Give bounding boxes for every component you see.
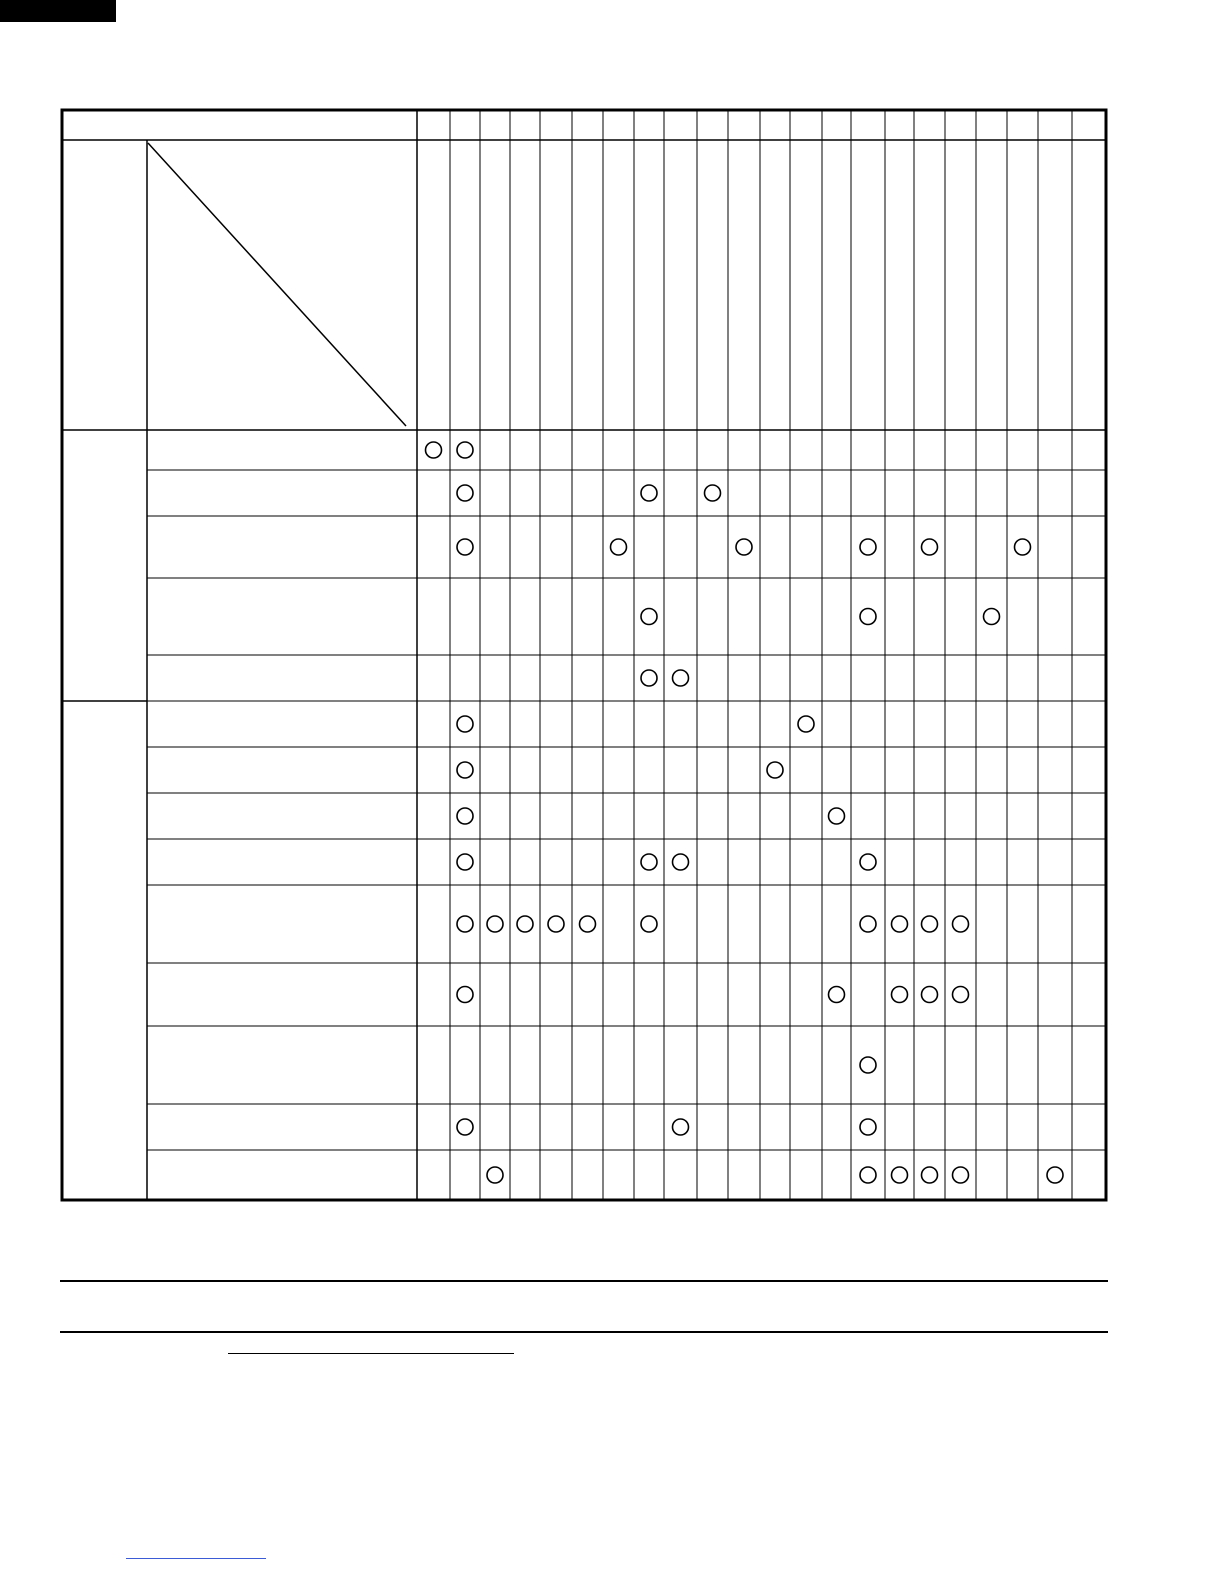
circle-mark-r9-c2: [487, 916, 503, 932]
circle-mark-r2-c19: [1015, 539, 1031, 555]
circle-mark-r12-c8: [673, 1119, 689, 1135]
circle-mark-r12-c1: [457, 1119, 473, 1135]
circle-mark-r0-c1: [457, 442, 473, 458]
circle-mark-r8-c7: [641, 854, 657, 870]
circle-mark-r9-c16: [922, 916, 938, 932]
corner-diagonal: [148, 143, 406, 426]
circle-mark-r1-c1: [457, 485, 473, 501]
circle-mark-r2-c14: [860, 539, 876, 555]
circle-mark-r11-c14: [860, 1057, 876, 1073]
circle-mark-r1-c9: [705, 485, 721, 501]
link-underline: [126, 1558, 266, 1559]
circle-mark-r0-c0: [426, 442, 442, 458]
circle-mark-r9-c14: [860, 916, 876, 932]
circle-mark-r10-c1: [457, 987, 473, 1003]
underline-rule: [228, 1353, 514, 1354]
circle-mark-r9-c4: [548, 916, 564, 932]
circle-mark-r12-c14: [860, 1119, 876, 1135]
circle-mark-r13-c17: [953, 1167, 969, 1183]
divider-rule-top: [60, 1280, 1108, 1282]
circle-mark-r9-c3: [517, 916, 533, 932]
circle-mark-r10-c16: [922, 987, 938, 1003]
circle-mark-r3-c18: [984, 609, 1000, 625]
circle-mark-r8-c8: [673, 854, 689, 870]
circle-mark-r4-c7: [641, 670, 657, 686]
circle-mark-r7-c13: [829, 808, 845, 824]
circle-mark-r2-c6: [611, 539, 627, 555]
circle-mark-r10-c15: [892, 987, 908, 1003]
circle-mark-r6-c1: [457, 762, 473, 778]
circle-mark-r8-c14: [860, 854, 876, 870]
circle-mark-r4-c8: [673, 670, 689, 686]
circle-mark-r9-c7: [641, 916, 657, 932]
circle-mark-r1-c7: [641, 485, 657, 501]
circle-mark-r13-c15: [892, 1167, 908, 1183]
circle-mark-r10-c17: [953, 987, 969, 1003]
circle-mark-r2-c16: [922, 539, 938, 555]
circle-mark-r13-c16: [922, 1167, 938, 1183]
circle-mark-r2-c10: [736, 539, 752, 555]
circle-mark-r13-c2: [487, 1167, 503, 1183]
circle-mark-r9-c1: [457, 916, 473, 932]
circle-mark-r9-c15: [892, 916, 908, 932]
circle-mark-r5-c1: [457, 716, 473, 732]
circle-mark-r3-c7: [641, 609, 657, 625]
circle-mark-r10-c13: [829, 987, 845, 1003]
circle-mark-r9-c17: [953, 916, 969, 932]
circle-mark-r5-c12: [798, 716, 814, 732]
circle-mark-r6-c11: [767, 762, 783, 778]
circle-mark-r7-c1: [457, 808, 473, 824]
circle-mark-r2-c1: [457, 539, 473, 555]
circle-mark-r13-c20: [1047, 1167, 1063, 1183]
circle-mark-r8-c1: [457, 854, 473, 870]
circle-mark-r3-c14: [860, 609, 876, 625]
circle-mark-r13-c14: [860, 1167, 876, 1183]
circle-mark-r9-c5: [580, 916, 596, 932]
divider-rule-bottom: [60, 1331, 1108, 1333]
